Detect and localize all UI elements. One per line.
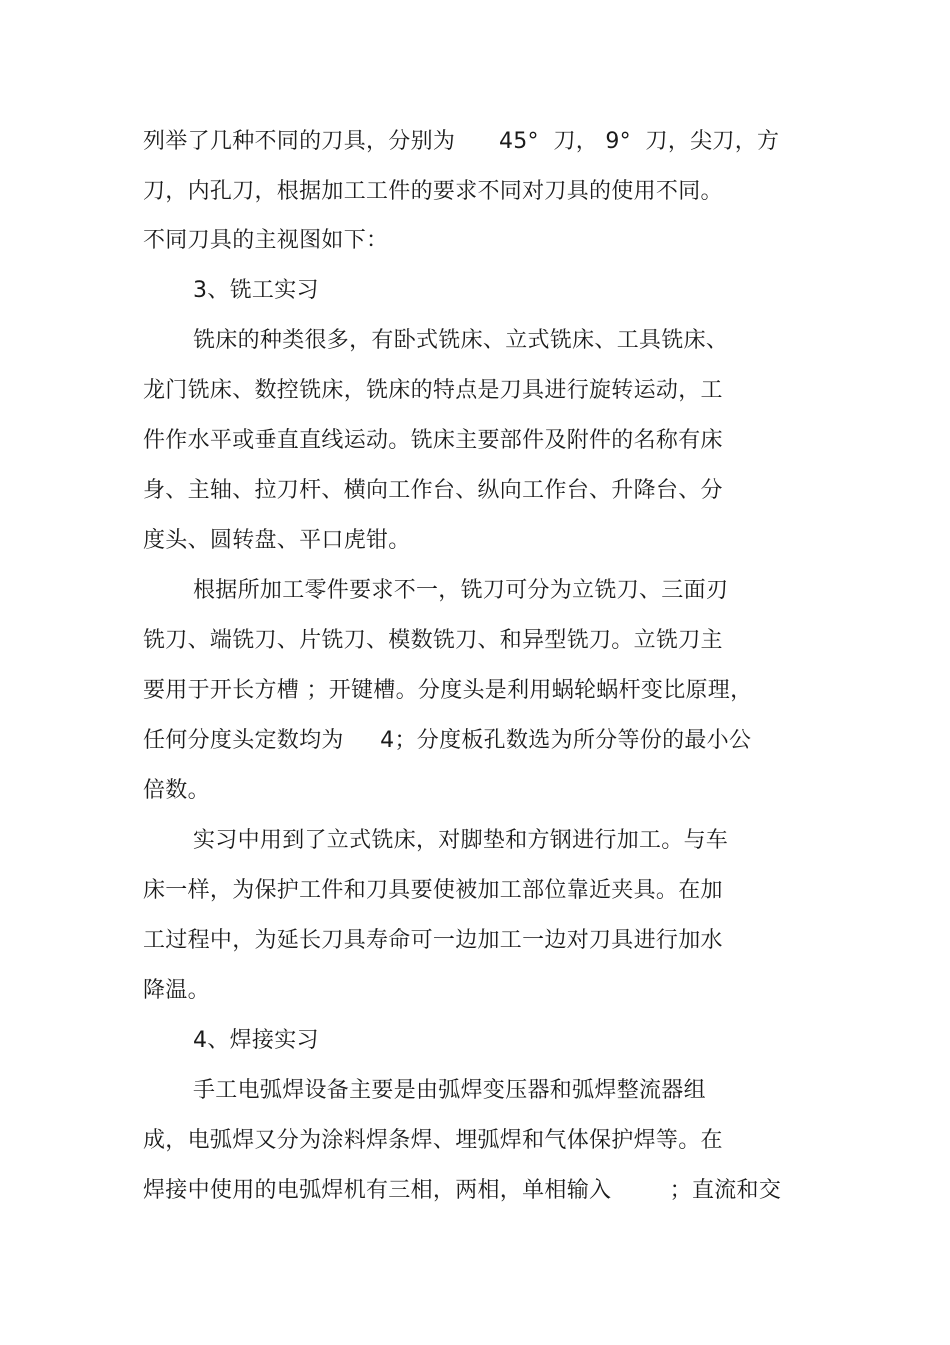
section-heading: 4、焊接实习 <box>193 1028 319 1053</box>
text-line: 刀，内孔刀，根据加工工件的要求不同对刀具的使用不同。 <box>143 179 723 204</box>
text-line: 身、主轴、拉刀杆、横向工作台、纵向工作台、升降台、分 <box>143 478 723 503</box>
text-line: 焊接中使用的电弧焊机有三相，两相，单相输入 ；直流和交 <box>143 1178 782 1203</box>
text-line: 铣床的种类很多，有卧式铣床、立式铣床、工具铣床、 <box>193 328 729 353</box>
text-line: 床一样，为保护工件和刀具要使被加工部位靠近夹具。在加 <box>143 878 723 903</box>
text-line: 根据所加工零件要求不一，铣刀可分为立铣刀、三面刃 <box>193 578 729 603</box>
text-line: 手工电弧焊设备主要是由弧焊变压器和弧焊整流器组 <box>193 1078 706 1103</box>
text-line: 件作水平或垂直直线运动。铣床主要部件及附件的名称有床 <box>143 428 723 453</box>
section-heading: 3、铣工实习 <box>193 278 319 303</box>
text-line: 降温。 <box>143 978 210 1003</box>
text-line: 龙门铣床、数控铣床，铣床的特点是刀具进行旋转运动，工 <box>143 378 723 403</box>
text-line: 倍数。 <box>143 778 210 803</box>
text-line: 成，电弧焊又分为涂料焊条焊、埋弧焊和气体保护焊等。在 <box>143 1128 723 1153</box>
text-line: 工过程中，为延长刀具寿命可一边加工一边对刀具进行加水 <box>143 928 723 953</box>
text-line: 铣刀、端铣刀、片铣刀、模数铣刀、和异型铣刀。立铣刀主 <box>143 628 723 653</box>
text-line: 列举了几种不同的刀具，分别为 45° 刀， 9° 刀，尖刀，方 <box>143 129 780 154</box>
text-line: 度头、圆转盘、平口虎钳。 <box>143 528 411 553</box>
text-line: 要用于开长方槽 ；开键槽。分度头是利用蜗轮蜗杆变比原理， <box>143 678 753 703</box>
text-line: 不同刀具的主视图如下： <box>143 228 389 253</box>
text-line: 任何分度头定数均为 4；分度板孔数选为所分等份的最小公 <box>143 728 752 753</box>
text-line: 实习中用到了立式铣床，对脚垫和方钢进行加工。与车 <box>193 828 729 853</box>
